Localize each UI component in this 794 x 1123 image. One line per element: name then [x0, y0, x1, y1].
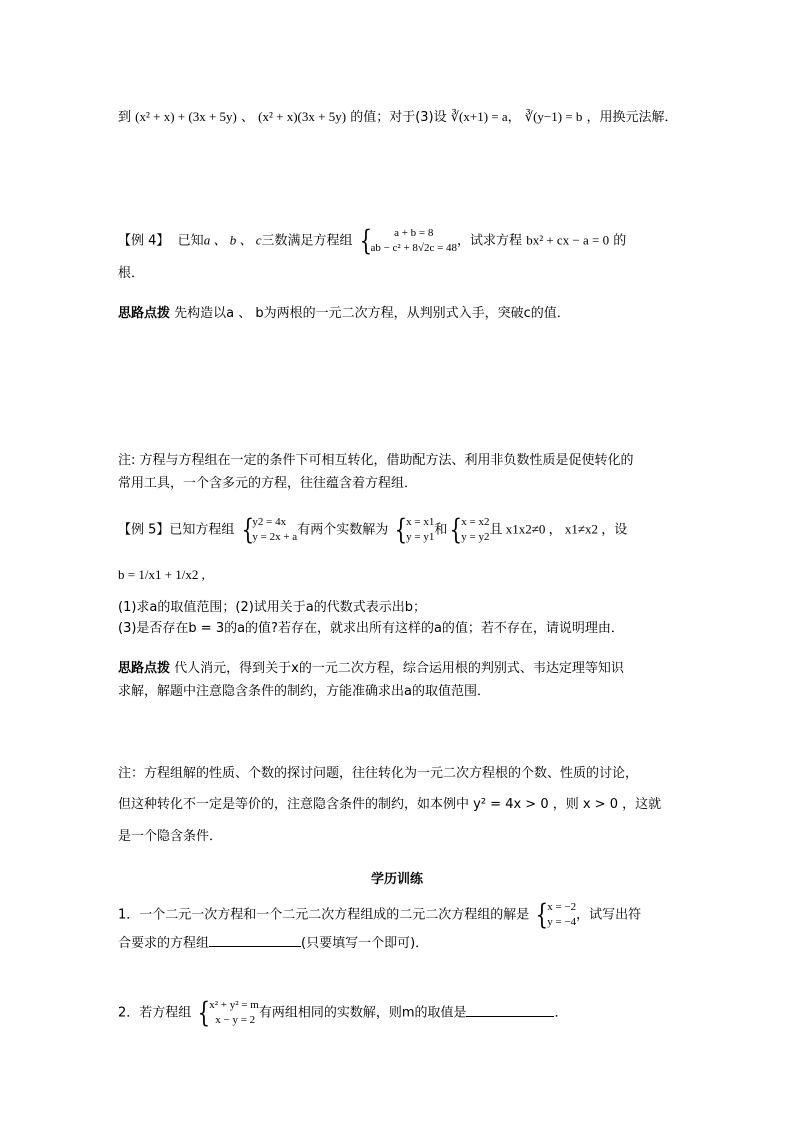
solution-system — [461, 515, 489, 545]
hint-4 — [118, 307, 570, 320]
example-text: 有两个实数解为 — [297, 522, 389, 538]
exercise-1-cont — [118, 934, 428, 950]
example-4-cont — [118, 267, 144, 280]
exercise-text: 合要求的方程组 — [118, 936, 210, 951]
equation-row: y2 = 4x — [252, 516, 287, 528]
equation-system — [252, 515, 297, 545]
example-text: 的 — [613, 233, 627, 249]
expression-product: (x² + x)(3x + 5y) — [258, 109, 347, 124]
example-label: 【例 4】 — [118, 233, 170, 249]
example-5 — [118, 515, 627, 545]
exercise-1 — [118, 900, 641, 930]
question-line: (3)是否存在b = 3的a的值?若存在，就求出所有这样的a的值；若不存在，请说明理由． — [118, 621, 624, 636]
equation-row: x = −2 — [547, 901, 577, 913]
question-line: (1)求a的取值范围；(2)试用关于a的代数式表示出b； — [118, 600, 427, 615]
exercise-text: ． — [554, 1005, 568, 1021]
substitution-a: ∛(x+1) = a — [450, 109, 508, 124]
solution-system — [406, 515, 434, 545]
brace-icon: { — [198, 996, 211, 1029]
brace-icon: { — [395, 513, 408, 546]
brace-icon: { — [359, 224, 372, 257]
equation-row: x = x2 — [461, 516, 490, 528]
note-line: 但这种转化不一定是等价的，注意隐含条件的制约，如本例中 y² = 4x > 0 ，则 x > 0 ，这就 — [118, 797, 662, 812]
answer-blank[interactable] — [209, 934, 301, 947]
brace-icon: { — [450, 513, 463, 546]
equation-row: x − y = 2 — [215, 1014, 256, 1026]
exercise-text: 1．一个二元一次方程和一个二元二次方程组成的二元二次方程组的解是 — [118, 907, 530, 923]
exercise-2 — [118, 998, 568, 1028]
expression-sum: (x² + x) + (3x + 5y) — [135, 109, 237, 124]
note-line: 注: 方程与方程组在一定的条件下可相互转化，借助配方法、利用非负数性质是促使转化的 — [118, 453, 634, 468]
text-mid: 的值；对于(3)设 — [350, 110, 447, 125]
example-text: 根． — [118, 266, 145, 281]
solution-system — [547, 900, 576, 930]
hint-text: 先构造以a 、 b为两根的一元二次方程，从判别式入手，突破c的值． — [174, 306, 570, 321]
exercise-text: 2．若方程组 — [118, 1005, 192, 1021]
section-title: 学历训练 — [370, 872, 423, 887]
paragraph-substitution — [118, 110, 678, 124]
b-definition: b = 1/x1 + 1/x2 , — [118, 567, 205, 582]
hint-label: 思路点拨 — [118, 306, 171, 321]
example-text: 已知方程组 — [169, 522, 235, 538]
example-text: 已知 — [177, 233, 204, 249]
exercise-text: 有两组相同的实数解，则m的取值是 — [258, 1005, 467, 1021]
text-prefix: 到 — [118, 110, 132, 125]
answer-blank[interactable] — [466, 1004, 554, 1017]
example-text: 和 — [434, 522, 448, 538]
brace-icon: { — [536, 898, 549, 931]
equation-system — [209, 998, 259, 1028]
equation-row: y = y2 — [461, 531, 490, 543]
equation-row: x = x1 — [406, 516, 435, 528]
condition: 且 x1x2≠0 ， x1≠x2 ，设 — [489, 521, 628, 537]
brace-icon: { — [241, 513, 254, 546]
hint-text: 求解，解题中注意隐含条件的制约，方能准确求出a的取值范围． — [118, 684, 490, 699]
example-label: 【例 5】 — [118, 522, 170, 538]
separator: ， — [507, 110, 521, 125]
substitution-b: ∛(y−1) = b — [524, 109, 583, 124]
equation-row: a + b = 8 — [394, 227, 434, 239]
equation-system — [370, 226, 457, 256]
example-4 — [118, 226, 626, 256]
equation-row: y = y1 — [406, 531, 435, 543]
text-tail: ，用换元法解． — [586, 110, 678, 125]
target-equation: bx² + cx − a = 0 — [526, 232, 610, 248]
variables: a 、 b 、 c — [203, 232, 262, 248]
equation-row: y = 2x + a — [252, 531, 298, 543]
equation-row: y = −4 — [547, 916, 577, 928]
exercise-text: ，试写出符 — [576, 907, 642, 923]
example-text: ，试求方程 — [457, 233, 523, 249]
separator: 、 — [241, 110, 255, 125]
equation-row: ab − c² + 8√2c = 48 — [370, 242, 458, 254]
equation-row: x² + y² = m — [209, 999, 259, 1011]
note-line: 是一个隐含条件． — [118, 829, 223, 844]
note-line: 注：方程组解的性质、个数的探讨问题，往往转化为一元二次方程根的个数、性质的讨论， — [118, 766, 639, 781]
hint-5 — [118, 662, 624, 675]
hint-label: 思路点拨 — [118, 661, 171, 676]
exercise-text: (只要填写一个即可)． — [301, 936, 429, 951]
note-line: 常用工具，一个含多元的方程，往往蕴含着方程组． — [118, 476, 418, 491]
example-text: 三数满足方程组 — [261, 233, 353, 249]
hint-text: 代人消元，得到关于x的一元二次方程，综合运用根的判别式、韦达定理等知识 — [174, 661, 624, 676]
